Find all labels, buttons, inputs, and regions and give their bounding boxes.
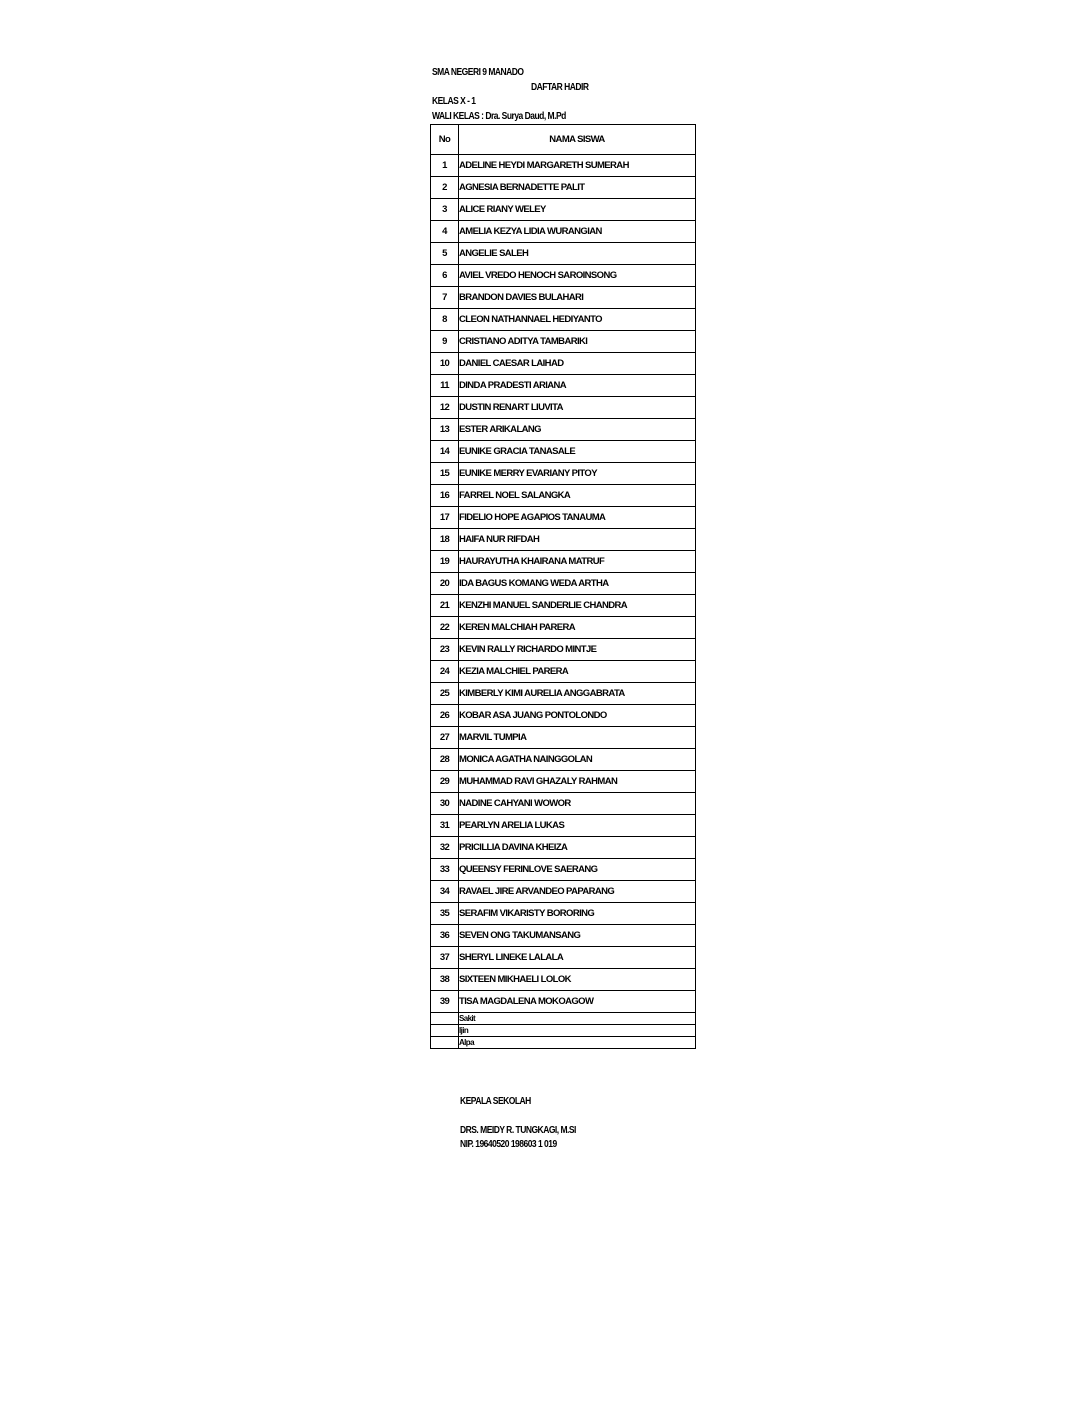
table-row <box>431 419 696 441</box>
table-row <box>431 551 696 573</box>
student-number: 34 <box>431 881 459 903</box>
table-row <box>431 793 696 815</box>
student-name: EUNIKE MERRY EVARIANY PITOY <box>459 463 696 485</box>
class-label: KELAS X - 1 <box>432 96 476 107</box>
table-row <box>431 771 696 793</box>
table-row <box>431 331 696 353</box>
student-name: MUHAMMAD RAVI GHAZALY RAHMAN <box>459 771 696 793</box>
student-name: PRICILLIA DAVINA KHEIZA <box>459 837 696 859</box>
student-name: IDA BAGUS KOMANG WEDA ARTHA <box>459 573 696 595</box>
table-row <box>431 947 696 969</box>
student-name: HAURAYUTHA KHAIRANA MATRUF <box>459 551 696 573</box>
student-name: DUSTIN RENART LIUVITA <box>459 397 696 419</box>
table-body <box>431 155 696 1013</box>
table-row <box>431 815 696 837</box>
student-name: SHERYL LINEKE LALALA <box>459 947 696 969</box>
student-name: SIXTEEN MIKHAELI LOLOK <box>459 969 696 991</box>
student-number: 29 <box>431 771 459 793</box>
student-number: 1 <box>431 155 459 177</box>
student-number: 18 <box>431 529 459 551</box>
student-number: 17 <box>431 507 459 529</box>
student-name: NADINE CAHYANI WOWOR <box>459 793 696 815</box>
table-row <box>431 859 696 881</box>
student-number: 27 <box>431 727 459 749</box>
summary-empty-cell <box>431 1037 459 1049</box>
table-row <box>431 683 696 705</box>
student-name: QUEENSY FERINLOVE SAERANG <box>459 859 696 881</box>
table-row <box>431 463 696 485</box>
student-name: ESTER ARIKALANG <box>459 419 696 441</box>
student-number: 6 <box>431 265 459 287</box>
student-number: 12 <box>431 397 459 419</box>
summary-empty-cell <box>431 1013 459 1025</box>
student-number: 14 <box>431 441 459 463</box>
table-row <box>431 507 696 529</box>
signature-name: DRS. MEIDY R. TUNGKAGI, M.SI <box>460 1125 576 1136</box>
summary-row <box>431 1025 696 1037</box>
student-name: CLEON NATHANNAEL HEDIYANTO <box>459 309 696 331</box>
summary-label: Ijin <box>459 1025 696 1037</box>
student-name: AVIEL VREDO HENOCH SAROINSONG <box>459 265 696 287</box>
student-name: KEZIA MALCHIEL PARERA <box>459 661 696 683</box>
student-number: 9 <box>431 331 459 353</box>
student-name: FIDELIO HOPE AGAPIOS TANAUMA <box>459 507 696 529</box>
table-row <box>431 595 696 617</box>
summary-label: Sakit <box>459 1013 696 1025</box>
student-number: 7 <box>431 287 459 309</box>
table-row <box>431 573 696 595</box>
student-name: AMELIA KEZYA LIDIA WURANGIAN <box>459 221 696 243</box>
summary-empty-cell <box>431 1025 459 1037</box>
table-row <box>431 353 696 375</box>
student-name: MARVIL TUMPIA <box>459 727 696 749</box>
school-name: SMA NEGERI 9 MANADO <box>432 67 524 78</box>
table-row <box>431 375 696 397</box>
table-row <box>431 397 696 419</box>
table-row <box>431 199 696 221</box>
student-number: 13 <box>431 419 459 441</box>
table-row <box>431 881 696 903</box>
student-number: 36 <box>431 925 459 947</box>
student-number: 21 <box>431 595 459 617</box>
student-name: TISA MAGDALENA MOKOAGOW <box>459 991 696 1013</box>
summary-label: Alpa <box>459 1037 696 1049</box>
student-number: 25 <box>431 683 459 705</box>
student-number: 28 <box>431 749 459 771</box>
table-row <box>431 969 696 991</box>
student-name: DINDA PRADESTI ARIANA <box>459 375 696 397</box>
table-row <box>431 243 696 265</box>
student-number: 35 <box>431 903 459 925</box>
student-number: 30 <box>431 793 459 815</box>
student-number: 33 <box>431 859 459 881</box>
student-number: 11 <box>431 375 459 397</box>
table-row <box>431 749 696 771</box>
table-row <box>431 441 696 463</box>
student-name: SERAFIM VIKARISTY BORORING <box>459 903 696 925</box>
table-row <box>431 617 696 639</box>
summary-row <box>431 1037 696 1049</box>
student-number: 15 <box>431 463 459 485</box>
student-number: 2 <box>431 177 459 199</box>
student-number: 22 <box>431 617 459 639</box>
student-number: 19 <box>431 551 459 573</box>
student-name: KEVIN RALLY RICHARDO MINTJE <box>459 639 696 661</box>
table-row <box>431 727 696 749</box>
table-row <box>431 485 696 507</box>
table-row <box>431 705 696 727</box>
student-name: ADELINE HEYDI MARGARETH SUMERAH <box>459 155 696 177</box>
table-row <box>431 661 696 683</box>
table-row <box>431 837 696 859</box>
table-row <box>431 991 696 1013</box>
student-name: KENZHI MANUEL SANDERLIE CHANDRA <box>459 595 696 617</box>
table-row <box>431 903 696 925</box>
student-number: 39 <box>431 991 459 1013</box>
table-row <box>431 265 696 287</box>
student-name: AGNESIA BERNADETTE PALIT <box>459 177 696 199</box>
table-row <box>431 309 696 331</box>
attendance-table <box>430 124 696 1049</box>
student-name: DANIEL CAESAR LAIHAD <box>459 353 696 375</box>
signature-role: KEPALA SEKOLAH <box>460 1096 531 1107</box>
student-number: 26 <box>431 705 459 727</box>
student-name: RAVAEL JIRE ARVANDEO PAPARANG <box>459 881 696 903</box>
student-name: KEREN MALCHIAH PARERA <box>459 617 696 639</box>
student-number: 3 <box>431 199 459 221</box>
student-name: KIMBERLY KIMI AURELIA ANGGABRATA <box>459 683 696 705</box>
student-name: CRISTIANO ADITYA TAMBARIKI <box>459 331 696 353</box>
student-number: 10 <box>431 353 459 375</box>
student-number: 37 <box>431 947 459 969</box>
homeroom-teacher-label: WALI KELAS : Dra. Surya Daud, M.Pd <box>432 111 566 122</box>
student-number: 8 <box>431 309 459 331</box>
student-name: MONICA AGATHA NAINGGOLAN <box>459 749 696 771</box>
student-name: ALICE RIANY WELEY <box>459 199 696 221</box>
student-number: 20 <box>431 573 459 595</box>
student-name: PEARLYN ARELIA LUKAS <box>459 815 696 837</box>
table-row <box>431 287 696 309</box>
table-header-row <box>431 125 696 155</box>
table-row <box>431 529 696 551</box>
student-number: 32 <box>431 837 459 859</box>
column-header-no: No <box>431 125 459 155</box>
table-row <box>431 221 696 243</box>
table-row <box>431 155 696 177</box>
column-header-name: NAMA SISWA <box>459 125 696 155</box>
student-number: 38 <box>431 969 459 991</box>
student-name: BRANDON DAVIES BULAHARI <box>459 287 696 309</box>
student-name: SEVEN ONG TAKUMANSANG <box>459 925 696 947</box>
summary-row <box>431 1013 696 1025</box>
student-number: 4 <box>431 221 459 243</box>
summary-rows <box>431 1013 696 1049</box>
student-name: EUNIKE GRACIA TANASALE <box>459 441 696 463</box>
student-name: ANGELIE SALEH <box>459 243 696 265</box>
student-number: 16 <box>431 485 459 507</box>
student-number: 31 <box>431 815 459 837</box>
table-row <box>431 639 696 661</box>
student-number: 5 <box>431 243 459 265</box>
table-row <box>431 925 696 947</box>
document-title: DAFTAR HADIR <box>531 82 589 93</box>
student-name: KOBAR ASA JUANG PONTOLONDO <box>459 705 696 727</box>
signature-nip: NIP. 19640520 198603 1 019 <box>460 1139 557 1150</box>
student-name: FARREL NOEL SALANGKA <box>459 485 696 507</box>
student-number: 23 <box>431 639 459 661</box>
student-number: 24 <box>431 661 459 683</box>
student-name: HAIFA NUR RIFDAH <box>459 529 696 551</box>
table-row <box>431 177 696 199</box>
